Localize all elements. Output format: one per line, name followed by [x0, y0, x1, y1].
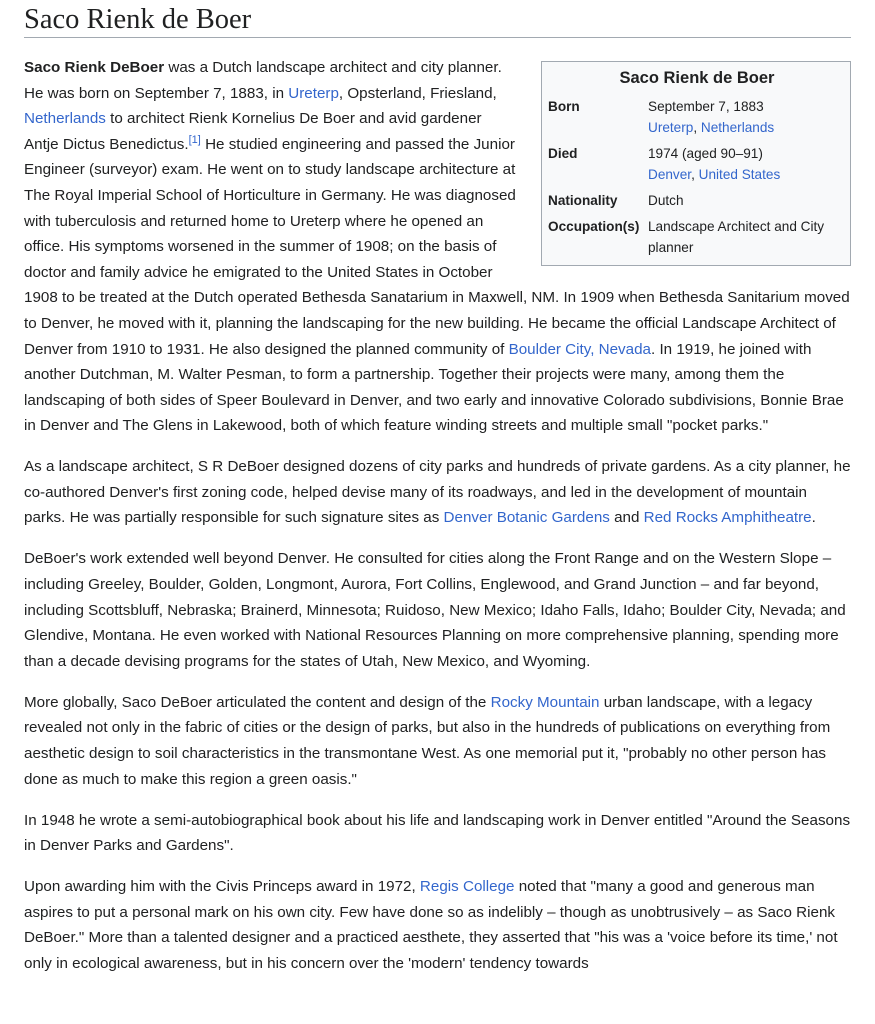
text: . In 1919, he joined with another Dutchman, M. Walter Pesman, to form a partnership. Together their projects were many, among them the landscaping of both sides of Speer Boulevard in Denver, and two early and innovative Colorado subdivisions, Bonnie Brae in Denver and The Glens in Lakewood, both of which feature winding streets and multiple small "pocket parks." [24, 340, 844, 435]
paragraph-book: In 1948 he wrote a semi-autobiographical book about his life and landscaping work in Denver entitled "Around the Seasons in Denver Parks and Gardens". [24, 811, 851, 855]
infobox-label-nationality: Nationality [548, 193, 618, 208]
link-died-denver[interactable]: Denver [648, 167, 692, 182]
infobox-row-died [548, 138, 846, 185]
link-ureterp[interactable]: Ureterp [288, 84, 339, 102]
born-separator: , [693, 120, 701, 135]
infobox-value-born [648, 91, 846, 138]
infobox-label-born: Born [548, 99, 580, 114]
died-separator: , [691, 167, 699, 182]
died-date: 1974 (aged 90–91) [648, 146, 763, 161]
infobox-label-died: Died [548, 146, 578, 161]
paragraph-landscape [24, 454, 851, 531]
paragraph-globally [24, 690, 851, 792]
infobox-row-nationality [548, 185, 846, 211]
infobox [541, 61, 851, 266]
link-netherlands[interactable]: Netherlands [24, 110, 106, 128]
infobox-value-died [648, 138, 846, 185]
text: , Opsterland, Friesland, [338, 84, 497, 102]
link-regis-college[interactable]: Regis College [419, 878, 515, 896]
text: As a landscape architect, S R DeBoer designed dozens of city parks and hundreds of private gardens. As a city planner, he co-authored Denver's first zoning code, helped devise many of its roadways, and led in the development of mountain parks. He was partially responsible for such signature sites as [24, 458, 851, 527]
text: More globally, Saco DeBoer articulated the content and design of the [24, 693, 491, 711]
link-red-rocks[interactable]: Red Rocks Amphitheatre [643, 509, 812, 527]
text: Upon awarding him with the Civis Princeps award in 1972, [24, 878, 420, 896]
paragraph-beyond-denver: DeBoer's work extended well beyond Denver. He consulted for cities along the Front Range and on the Western Slope – including Greeley, Boulder, Golden, Longmont, Aurora, Fort Collins, Englewood, and Grand Junction – and far beyond, including Scottsbluff, Nebraska; Brainerd, Minnesota; Ruidoso, New Mexico; Idaho Falls, Idaho; Boulder City, Nevada; and Glendive, Montana. He even worked with National Resources Planning on more comprehensive planning, spending more than a decade devising programs for the states of Utah, New Mexico, and Wyoming. [24, 550, 846, 670]
infobox-table [548, 91, 846, 258]
infobox-row-occupation [548, 211, 846, 258]
infobox-value-occupation: Landscape Architect and City planner [648, 219, 825, 255]
link-denver-botanic-gardens[interactable]: Denver Botanic Gardens [443, 509, 610, 527]
reference-link[interactable]: [1] [188, 133, 201, 146]
link-born-ureterp[interactable]: Ureterp [648, 120, 694, 135]
text: He studied engineering and passed the Junior Engineer (surveyor) exam. He went on to study landscape architecture at The Royal Imperial School of Horticulture in Germany. He was diagnosed with tuberculosis and returned home to Ureterp where he opened an office. His symptoms worsened in the summer of 1908; on the basis of doctor and family advice he emigrated to the United States in October 1908 to be treated at the Dutch operated Bethesda Sanatarium in Maxwell, NM. In 1909 when Bethesda Sanitarium moved to Denver, he moved with it, planning the landscaping for the new building. He became the official Landscape Architect of Denver from 1910 to 1931. He also designed the planned community of [24, 135, 850, 358]
text: . [811, 509, 816, 527]
article-body [24, 55, 851, 977]
infobox-value-nationality: Dutch [648, 193, 684, 208]
text: noted that "many a good and generous man aspires to put a personal mark on his own city. Few have done so as indelibly – though as unobtrusively – as Saco Rienk DeBoer." More than a talented designer and a practiced aesthete, they asserted that "his was a 'voice before its time,' not only in ecological awareness, but in his concern over the 'modern' tendency towards [24, 878, 838, 972]
paragraph-award [24, 874, 851, 976]
infobox-row-born [548, 91, 846, 138]
page-title: Saco Rienk de Boer [24, 0, 851, 38]
infobox-title: Saco Rienk de Boer [619, 69, 775, 87]
link-boulder-city[interactable]: Boulder City, Nevada [508, 340, 651, 358]
reference-1[interactable] [189, 134, 201, 146]
text: was a Dutch landscape architect and city planner. He was born on September 7, 1883, in [24, 59, 502, 102]
subject-name: Saco Rienk DeBoer [24, 59, 165, 76]
text: to architect Rienk Kornelius De Boer and avid gardener Antje Dictus Benedictus. [24, 110, 482, 153]
text: and [609, 509, 644, 527]
infobox-label-occupation: Occupation(s) [548, 219, 640, 234]
link-died-united-states[interactable]: United States [698, 167, 781, 182]
link-rocky-mountain[interactable]: Rocky Mountain [490, 693, 600, 711]
text: urban landscape, with a legacy revealed not only in the fabric of cities or the design of parks, but also in the hundreds of publications on everything from aesthetic design to soil characteristics in the transmontane West. As one memorial put it, "probably no other person has done as much to make this region a green oasis." [24, 693, 831, 788]
born-date: September 7, 1883 [648, 99, 764, 114]
link-born-netherlands[interactable]: Netherlands [700, 120, 775, 135]
